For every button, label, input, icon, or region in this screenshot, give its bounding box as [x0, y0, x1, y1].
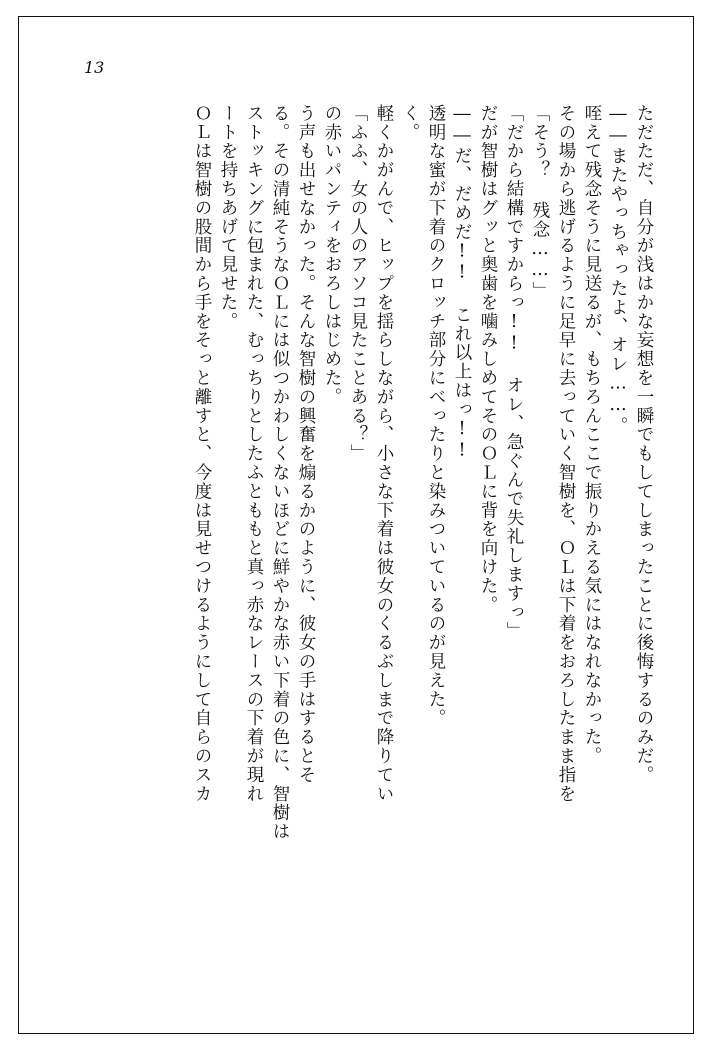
text-line: ――だ、だめだ!! これ以上はっ!! [452, 104, 472, 462]
text-line: 軽くかがんで、ヒップを揺らしながら、小さな下着は彼女のくるぶしまで降りてい [374, 104, 394, 804]
text-line: の赤いパンティをおろしはじめた。 [322, 104, 342, 407]
text-line: く。 [400, 104, 420, 142]
text-line: 透明な蜜が下着のクロッチ部分にべったりと染みついているのが見えた。 [426, 104, 446, 728]
text-line: る。その清純そうなＯＬには似つかわしくないほどに鮮やかな赤い下着の色に、智樹は [270, 104, 290, 842]
text-line: 「だから結構ですからっ!! オレ、急ぐんで失礼しますっ」 [504, 104, 524, 641]
text-line: 「ふふ、女の人のアソコ見たことある？」 [348, 104, 368, 464]
text-line: ートを持ちあげて見せた。 [218, 104, 238, 331]
text-line: ＯＬは智樹の股間から手をそっと離すと、今度は見せつけるようにして自らのスカ [192, 104, 212, 804]
vertical-text-block [193, 104, 653, 974]
text-line: 咥えて残念そうに見送るが、もちろんここで振りかえる気にはなれなかった。 [582, 104, 602, 766]
text-line: ――またやっちゃったよ、オレ……。 [608, 104, 628, 436]
text-line: ストッキングに包まれた、むっちりとしたふとももと真っ赤なレースの下着が現れ [244, 104, 264, 804]
text-line: 「そう？ 残念……」 [530, 104, 550, 301]
text-line: その場から逃げるように足早に去っていく智樹を、ＯＬは下着をおろしたまま指を [556, 104, 576, 804]
text-line: う声も出せなかった。そんな智樹の興奮を煽るかのように、彼女の手はするとそ [296, 104, 316, 785]
text-line: ただただ、自分が浅はかな妄想を一瞬でもしてしまったことに後悔するのみだ。 [634, 104, 654, 785]
text-line: だが智樹はグッと奥歯を噛みしめてそのＯＬに背を向けた。 [478, 104, 498, 615]
page-number: 13 [84, 58, 105, 77]
